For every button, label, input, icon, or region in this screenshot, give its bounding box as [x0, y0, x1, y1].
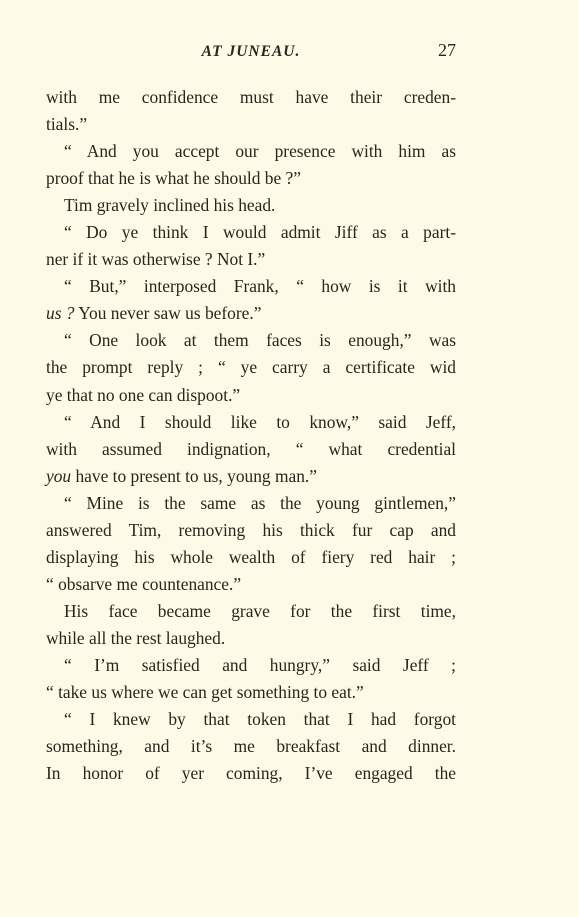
text-segment: the prompt reply ; “ ye carry a certificate wid	[46, 357, 456, 378]
text-line	[46, 327, 456, 354]
text-segment: “ take us where we can get something to eat.”	[46, 682, 364, 703]
text-line	[46, 490, 456, 517]
text-line	[46, 273, 456, 300]
text-segment: with me confidence must have their creden-	[46, 87, 456, 107]
text-line	[46, 138, 456, 165]
text-line	[46, 706, 456, 733]
text-segment: “ One look at them faces is enough,” was	[64, 330, 456, 351]
text-segment: “ I’m satisfied and hungry,” said Jeff ;	[64, 654, 456, 675]
body-text	[46, 84, 456, 787]
text-segment: with assumed indignation, “ what credential	[46, 438, 456, 459]
running-title: AT JUNEAU.	[201, 43, 301, 60]
text-segment: “ I knew by that token that I had forgot	[64, 709, 456, 730]
text-segment: His face became grave for the first time,	[64, 600, 456, 621]
text-line	[46, 544, 456, 571]
text-segment: In honor of yer coming, I’ve engaged the	[46, 763, 456, 784]
text-segment: “ But,” interposed Frank, “ how is it with	[64, 276, 456, 297]
italic-segment: us ?	[46, 303, 75, 324]
text-line	[46, 111, 456, 138]
text-segment: have to present to us, young man.”	[71, 465, 317, 486]
text-line	[46, 463, 456, 490]
text-line	[46, 733, 456, 760]
text-segment: while all the rest laughed.	[46, 627, 226, 648]
text-segment: ye that no one can dispoot.”	[46, 384, 241, 405]
text-segment: something, and it’s me breakfast and dinner.	[46, 736, 456, 757]
text-line	[46, 436, 456, 463]
text-line	[46, 517, 456, 544]
text-line	[46, 571, 456, 598]
text-line	[46, 165, 456, 192]
text-segment: “ And you accept our presence with him as	[64, 141, 456, 162]
text-segment: “ And I should like to know,” said Jeff,	[64, 411, 456, 432]
text-line	[46, 300, 456, 327]
text-line	[46, 382, 456, 409]
text-line	[46, 625, 456, 652]
page-number: 27	[438, 40, 456, 60]
text-segment: “ Do ye think I would admit Jiff as a part-	[64, 222, 456, 243]
italic-segment: you	[46, 465, 72, 486]
text-line	[46, 598, 456, 625]
text-segment: displaying his whole wealth of fiery red hair ;	[46, 546, 456, 567]
text-line	[46, 192, 456, 219]
running-header	[46, 40, 456, 64]
text-line	[46, 84, 456, 111]
text-segment: You never saw us before.”	[74, 303, 262, 324]
text-segment: answered Tim, removing his thick fur cap and	[46, 519, 456, 540]
text-line	[46, 354, 456, 381]
text-line	[46, 652, 456, 679]
text-line	[46, 246, 456, 273]
text-segment: “ obsarve me countenance.”	[46, 573, 242, 594]
text-segment: “ Mine is the same as the young gintlemen,”	[64, 492, 456, 513]
text-segment: Tim gravely inclined his head.	[64, 195, 276, 216]
text-segment: ner if it was otherwise ? Not I.”	[46, 249, 266, 270]
text-line	[46, 760, 456, 787]
text-segment: tials.”	[46, 114, 88, 135]
text-line	[46, 409, 456, 436]
text-line	[46, 679, 456, 706]
text-segment: proof that he is what he should be ?”	[46, 168, 301, 189]
text-line	[46, 219, 456, 246]
